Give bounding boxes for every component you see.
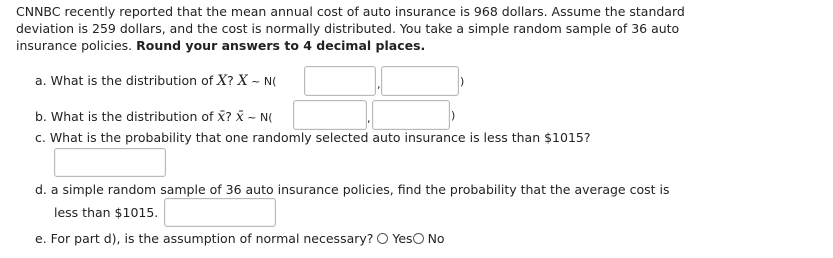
comma: , — [377, 78, 381, 91]
intro-plain: insurance policies. — [16, 38, 137, 53]
probability-c-input[interactable] — [54, 148, 166, 177]
variable-x-bar: x̄ — [217, 109, 226, 125]
question-b-label — [35, 109, 273, 125]
close-paren: ) — [451, 109, 456, 122]
no-radio[interactable] — [413, 233, 424, 244]
question-e-text: e. For part d), is the assumption of normal necessary? — [35, 231, 374, 246]
normal-notation: ~ N( — [247, 75, 277, 88]
variable-x: X — [237, 73, 248, 89]
variable-x-bar: x̄ — [235, 109, 244, 125]
normal-notation: ~ N( — [243, 111, 273, 124]
intro-bold-instruction: Round your answers to 4 decimal places. — [136, 38, 426, 53]
question-mark: ? — [225, 109, 236, 124]
yes-radio[interactable] — [377, 233, 388, 244]
yes-label[interactable]: Yes — [392, 231, 413, 246]
close-paren: ) — [460, 75, 465, 88]
question-a-text: a. What is the distribution of — [35, 73, 218, 88]
question-d-label-line-2: less than $1015. — [54, 205, 159, 220]
distribution-a-sd-input[interactable] — [381, 66, 459, 96]
distribution-a-mean-input[interactable] — [304, 66, 376, 96]
distribution-b-sd-input[interactable] — [372, 100, 450, 130]
question-a-label — [35, 73, 276, 89]
no-label[interactable]: No — [427, 231, 445, 246]
intro-line-1: CNNBC recently reported that the mean annual cost of auto insurance is 968 dollars. Assume the standard — [16, 4, 685, 19]
question-d-label-line-1: d. a simple random sample of 36 auto insurance policies, find the probability that the average cost is — [35, 182, 670, 197]
variable-x: X — [217, 73, 228, 89]
comma: , — [367, 112, 371, 125]
intro-line-2: deviation is 259 dollars, and the cost is normally distributed. You take a simple random sample of 36 auto — [16, 21, 680, 36]
question-b-text: b. What is the distribution of — [35, 109, 218, 124]
intro-line-3 — [16, 37, 425, 54]
question-e-row — [35, 231, 445, 246]
question-c-label: c. What is the probability that one randomly selected auto insurance is less than $1015? — [35, 130, 591, 145]
probability-d-input[interactable] — [164, 198, 276, 227]
question-mark: ? — [227, 73, 238, 88]
distribution-b-mean-input[interactable] — [293, 100, 367, 130]
